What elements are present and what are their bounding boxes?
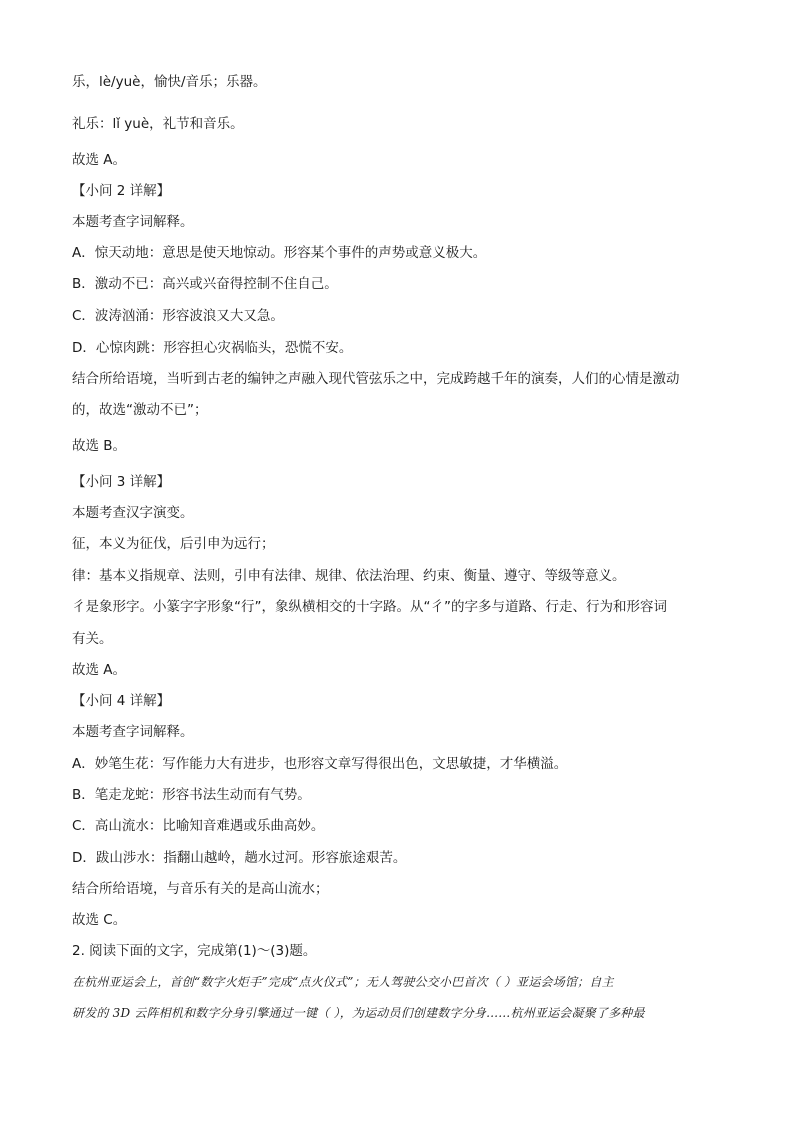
option-b: B．激动不已：高兴或兴奋得控制不住自己。 [72, 276, 338, 292]
option-a: A．惊天动地：意思是使天地惊动。形容某个事件的声势或意义极大。 [72, 245, 487, 261]
text-line: 本题考查汉字演变。 [72, 505, 194, 521]
option-a: A．妙笔生花：写作能力大有进步，也形容文章写得很出色，文思敏捷，才华横溢。 [72, 756, 568, 772]
text-line: 故选 A。 [72, 662, 127, 678]
text-line: 有关。 [72, 631, 113, 647]
text-line: 故选 B。 [72, 438, 127, 454]
text-line: 结合所给语境，与音乐有关的是高山流水； [72, 881, 329, 897]
text-line: 乐，lè/yuè，愉快/音乐；乐器。 [72, 74, 267, 90]
section-heading: 【小问 2 详解】 [72, 183, 171, 199]
text-line: 本题考查字词解释。 [72, 724, 194, 740]
text-line: 礼乐：lǐ yuè，礼节和音乐。 [72, 116, 244, 132]
text-line: 结合所给语境，当听到古老的编钟之声融入现代管弦乐之中，完成跨越千年的演奏，人们的心情是激动 [72, 371, 680, 387]
text-line: 本题考查字词解释。 [72, 214, 194, 230]
option-d: D．跋山涉水：指翻山越岭，趟水过河。形容旅途艰苦。 [72, 850, 407, 866]
section-heading: 【小问 3 详解】 [72, 474, 171, 490]
text-line: 故选 C。 [72, 912, 127, 928]
text-line: 征，本义为征伐，后引申为远行； [72, 536, 275, 552]
passage-line: 在杭州亚运会上，首创“数字火炬手”完成“点火仪式”；无人驾驶公交小巴首次（ ）亚运会场馆；自主 [72, 975, 614, 989]
option-d: D．心惊肉跳：形容担心灾祸临头，恐慌不安。 [72, 340, 353, 356]
text-line: 故选 A。 [72, 152, 127, 168]
option-c: C．高山流水：比喻知音难遇或乐曲高妙。 [72, 818, 325, 834]
text-line: 律：基本义指规章、法则，引申有法律、规律、依法治理、约束、衡量、遵守、等级等意义。 [72, 568, 626, 584]
question-heading: 2. 阅读下面的文字，完成第(1)～(3)题。 [72, 943, 317, 959]
option-c: C．波涛汹涌：形容波浪又大又急。 [72, 308, 284, 324]
text-line: 彳是象形字。小篆字字形象“行”，象纵横相交的十字路。从“彳”的字多与道路、行走、行为和形容词 [72, 599, 667, 615]
text-line: 的，故选“激动不已”； [72, 402, 208, 418]
option-b: B．笔走龙蛇：形容书法生动而有气势。 [72, 787, 311, 803]
section-heading: 【小问 4 详解】 [72, 693, 171, 709]
passage-line: 研发的 3D 云阵相机和数字分身引擎通过一键（ ），为运动员们创建数字分身……杭州亚运会凝聚了多种最 [72, 1006, 645, 1020]
